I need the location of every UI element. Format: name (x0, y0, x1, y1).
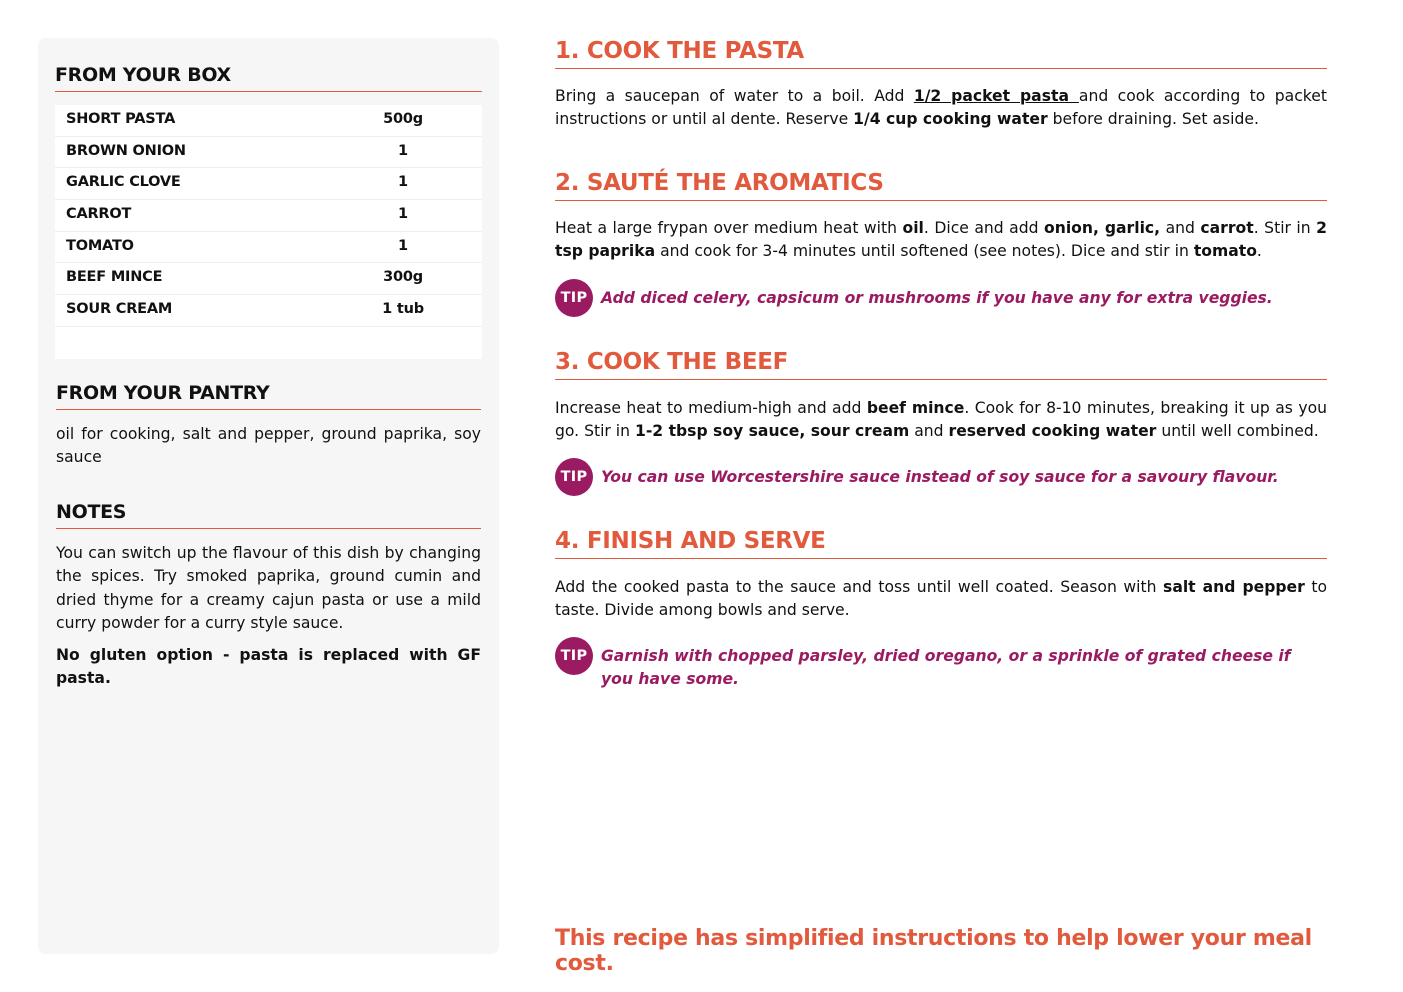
ingredient-qty: 1 (398, 142, 408, 159)
tip-badge: TIP (555, 637, 593, 675)
simplified-recipe-note: This recipe has simplified instructions to help lower your meal cost. (555, 926, 1312, 976)
ingredient-qty: 1 (398, 237, 408, 254)
ingredient-name: SOUR CREAM (66, 301, 173, 318)
ingredient-name: SHORT PASTA (66, 111, 176, 127)
from-your-pantry-heading: FROM YOUR PANTRY (56, 382, 481, 410)
step-4-text: Add the cooked pasta to the sauce and toss until well coated. Season with salt and pepper to taste. Divide among bowls and serve. (555, 578, 1328, 620)
step-3-text: Increase heat to medium-high and add beef mince. Cook for 8-10 minutes, breaking it up as you go. Stir in 1-2 tbsp soy sauce, sour cream and reserved cooking water until well combined. (555, 399, 1327, 441)
table-row (55, 295, 482, 327)
tip-text: Garnish with chopped parsley, dried oregano, or a sprinkle of grated cheese if you have some. (601, 647, 1291, 689)
pantry-text: oil for cooking, salt and pepper, ground paprika, soy sauce (56, 425, 481, 467)
method-column (555, 0, 1327, 992)
table-row (55, 232, 482, 264)
ingredient-name: BEEF MINCE (66, 269, 163, 286)
step-1-text: Bring a saucepan of water to a boil. Add 1/2 packet pasta and cook according to packet instructions or until al dente. Reserve 1/4 cup cooking water before draining. Set aside. (555, 87, 1327, 129)
table-row (55, 105, 482, 137)
notes-heading: NOTES (56, 501, 481, 529)
step-2-heading: 2. SAUTÉ THE AROMATICS (555, 170, 1327, 201)
step-1-heading: 1. COOK THE PASTA (555, 38, 1327, 69)
ingredient-name: BROWN ONION (66, 142, 186, 159)
tip-badge: TIP (555, 458, 593, 496)
step-2-tip (555, 279, 1327, 317)
table-row (55, 168, 482, 200)
notes-text: You can switch up the flavour of this dish by changing the spices. Try smoked paprika, ground cumin and dried thyme for a creamy cajun pasta or use a mild curry powder for a curry style sauce. (56, 544, 481, 633)
tip-text: You can use Worcestershire sauce instead of soy sauce for a savoury flavour. (601, 468, 1279, 486)
tip-badge: TIP (555, 279, 593, 317)
step-3-heading: 3. COOK THE BEEF (555, 349, 1327, 380)
step-4-heading: 4. FINISH AND SERVE (555, 528, 1327, 559)
ingredient-qty: 300g (383, 269, 423, 286)
box-ingredients-table (55, 105, 482, 359)
ingredient-qty: 1 tub (382, 301, 424, 318)
table-row (55, 200, 482, 232)
table-row (55, 263, 482, 295)
step-4-tip (555, 637, 1327, 689)
ingredient-name: TOMATO (66, 237, 134, 254)
ingredient-qty: 500g (383, 111, 423, 127)
ingredient-name: CARROT (66, 206, 132, 223)
step-3-tip (555, 458, 1327, 496)
tip-text: Add diced celery, capsicum or mushrooms if you have any for extra veggies. (601, 289, 1273, 307)
ingredients-sidebar (38, 38, 499, 954)
ingredient-qty: 1 (398, 174, 408, 191)
ingredient-qty: 1 (398, 206, 408, 223)
step-2-text: Heat a large frypan over medium heat with oil. Dice and add onion, garlic, and carrot. Stir in 2 tsp paprika and cook for 3-4 minutes until softened (see notes). Dice and stir in tomato. (555, 219, 1327, 261)
notes-gluten-option: No gluten option - pasta is replaced with GF pasta. (56, 646, 481, 688)
from-your-box-heading: FROM YOUR BOX (55, 64, 482, 92)
table-row (55, 137, 482, 169)
ingredient-name: GARLIC CLOVE (66, 174, 181, 191)
